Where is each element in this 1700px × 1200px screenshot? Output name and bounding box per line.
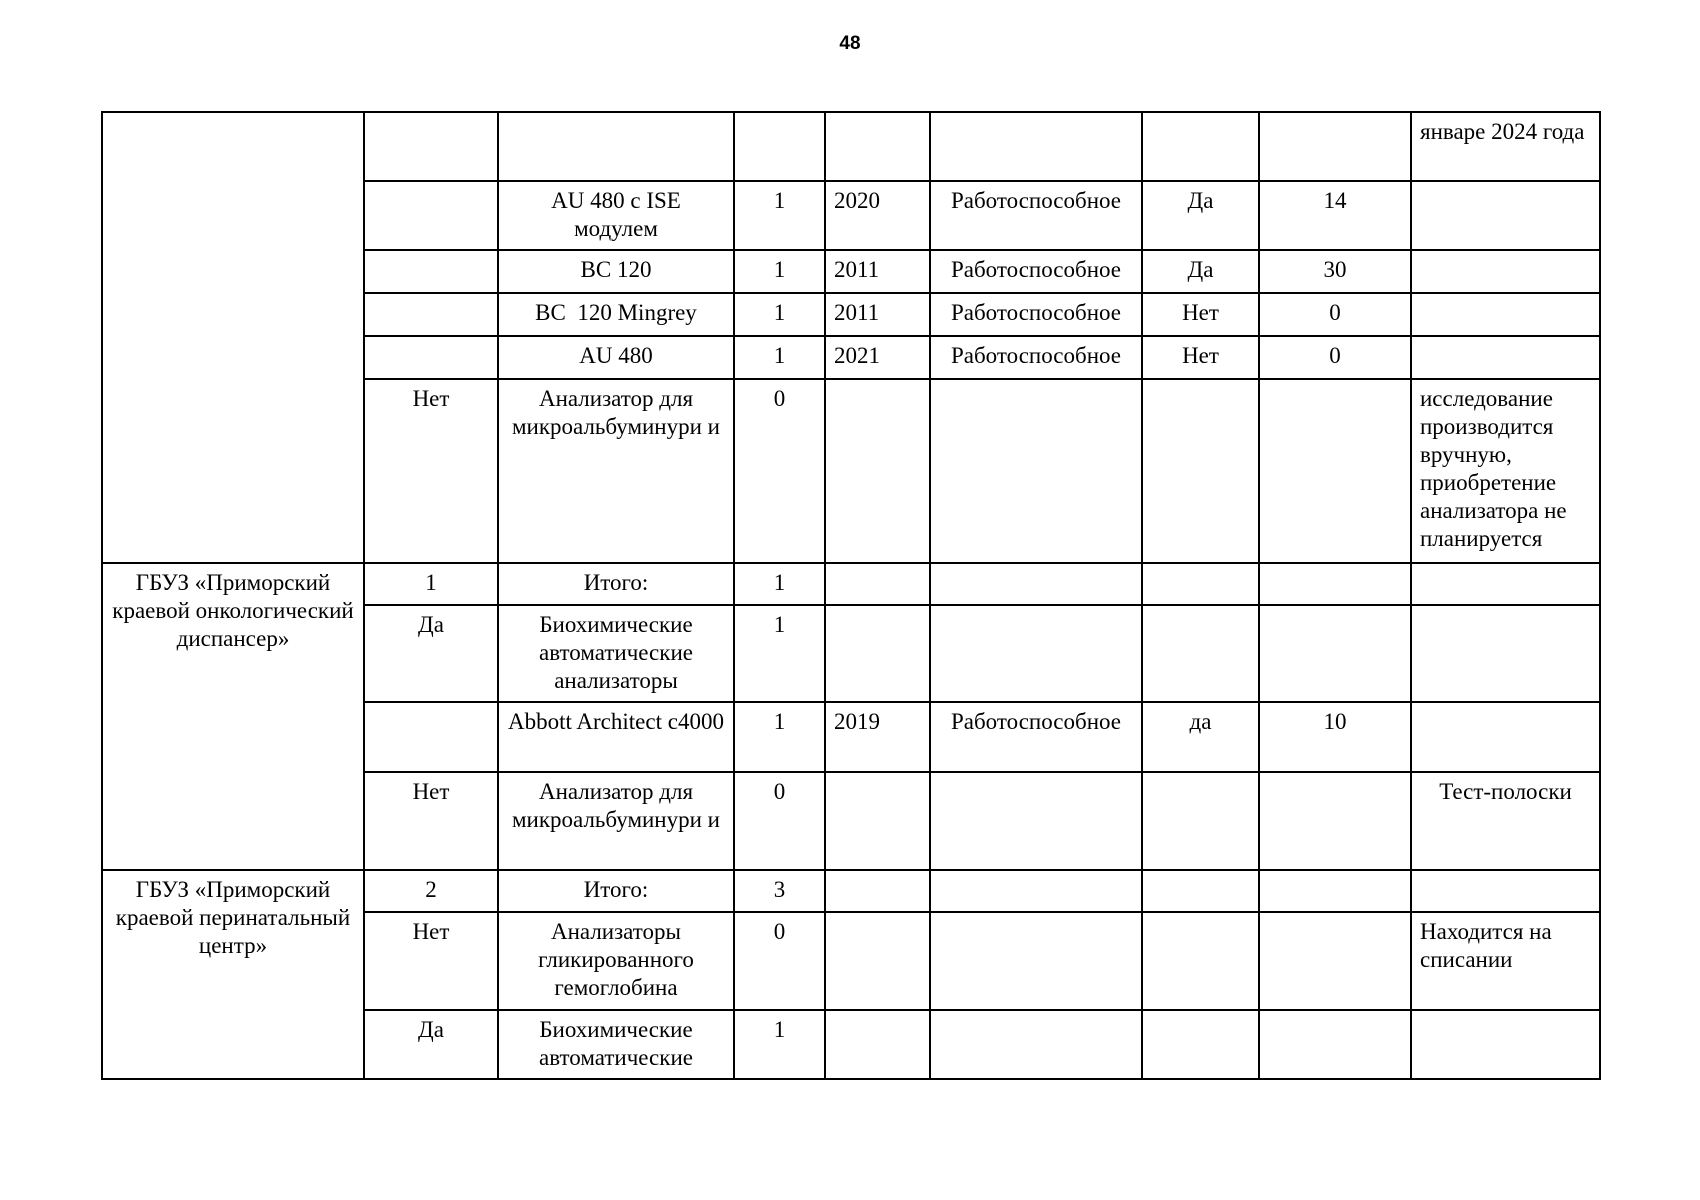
presence-cell <box>364 336 498 379</box>
condition-cell <box>930 772 1142 870</box>
equipment-name-cell: Анализатор для микроальбуминури и <box>498 379 734 563</box>
presence-cell <box>364 250 498 293</box>
organization-cell: ГБУЗ «Приморский краевой онкологический диспансер» <box>102 563 364 870</box>
load-cell: 0 <box>1259 293 1411 336</box>
equipment-name-cell: ВС 120 Mingrey <box>498 293 734 336</box>
in-use-cell: да <box>1142 702 1259 772</box>
note-cell <box>1411 293 1600 336</box>
load-cell: 30 <box>1259 250 1411 293</box>
equipment-name-cell <box>498 112 734 181</box>
in-use-cell <box>1142 870 1259 912</box>
quantity-cell: 1 <box>734 250 825 293</box>
in-use-cell: Да <box>1142 181 1259 250</box>
note-cell <box>1411 605 1600 702</box>
load-cell <box>1259 563 1411 605</box>
note-cell <box>1411 702 1600 772</box>
in-use-cell <box>1142 563 1259 605</box>
year-cell <box>825 605 930 702</box>
year-cell: 2021 <box>825 336 930 379</box>
in-use-cell <box>1142 112 1259 181</box>
year-cell <box>825 112 930 181</box>
year-cell: 2011 <box>825 250 930 293</box>
equipment-name-cell: Abbott Architect с4000 <box>498 702 734 772</box>
equipment-name-cell: Биохимические автоматические <box>498 1010 734 1079</box>
condition-cell <box>930 605 1142 702</box>
quantity-cell: 3 <box>734 870 825 912</box>
quantity-cell: 1 <box>734 1010 825 1079</box>
in-use-cell: Нет <box>1142 293 1259 336</box>
presence-cell: Нет <box>364 772 498 870</box>
equipment-name-cell: Анализаторы гликированного гемоглобина <box>498 912 734 1010</box>
condition-cell <box>930 563 1142 605</box>
load-cell <box>1259 112 1411 181</box>
year-cell <box>825 1010 930 1079</box>
presence-cell <box>364 293 498 336</box>
load-cell <box>1259 379 1411 563</box>
presence-cell <box>364 702 498 772</box>
note-cell <box>1411 870 1600 912</box>
note-cell: январе 2024 года <box>1411 112 1600 181</box>
note-cell: Находится на списании <box>1411 912 1600 1010</box>
quantity-cell: 0 <box>734 379 825 563</box>
condition-cell <box>930 1010 1142 1079</box>
load-cell <box>1259 772 1411 870</box>
year-cell: 2020 <box>825 181 930 250</box>
note-cell <box>1411 181 1600 250</box>
in-use-cell <box>1142 1010 1259 1079</box>
load-cell: 10 <box>1259 702 1411 772</box>
condition-cell <box>930 112 1142 181</box>
load-cell <box>1259 912 1411 1010</box>
equipment-name-cell: Анализатор для микроальбуминури и <box>498 772 734 870</box>
quantity-cell: 1 <box>734 181 825 250</box>
quantity-cell: 1 <box>734 605 825 702</box>
condition-cell <box>930 912 1142 1010</box>
load-cell: 0 <box>1259 336 1411 379</box>
note-cell <box>1411 336 1600 379</box>
presence-cell: 1 <box>364 563 498 605</box>
organization-cell: ГБУЗ «Приморский краевой перинатальный центр» <box>102 870 364 1079</box>
equipment-name-cell: AU 480 <box>498 336 734 379</box>
year-cell <box>825 912 930 1010</box>
in-use-cell <box>1142 912 1259 1010</box>
note-cell: Тест-полоски <box>1411 772 1600 870</box>
presence-cell <box>364 112 498 181</box>
equipment-name-cell: Итого: <box>498 563 734 605</box>
presence-cell: Да <box>364 1010 498 1079</box>
load-cell <box>1259 870 1411 912</box>
condition-cell: Работоспособное <box>930 702 1142 772</box>
quantity-cell <box>734 112 825 181</box>
condition-cell: Работоспособное <box>930 293 1142 336</box>
quantity-cell: 1 <box>734 293 825 336</box>
condition-cell: Работоспособное <box>930 250 1142 293</box>
in-use-cell <box>1142 379 1259 563</box>
year-cell <box>825 772 930 870</box>
in-use-cell: Да <box>1142 250 1259 293</box>
note-cell: исследование производится вручную, приобретение анализатора не планируется <box>1411 379 1600 563</box>
note-cell <box>1411 563 1600 605</box>
note-cell <box>1411 250 1600 293</box>
load-cell <box>1259 1010 1411 1079</box>
in-use-cell <box>1142 772 1259 870</box>
equipment-name-cell: Биохимические автоматические анализаторы <box>498 605 734 702</box>
table-row <box>102 563 1600 605</box>
quantity-cell: 1 <box>734 336 825 379</box>
equipment-name-cell: AU 480 с ISE модулем <box>498 181 734 250</box>
load-cell: 14 <box>1259 181 1411 250</box>
table-row <box>102 870 1600 912</box>
quantity-cell: 1 <box>734 702 825 772</box>
presence-cell: Нет <box>364 379 498 563</box>
equipment-name-cell: ВС 120 <box>498 250 734 293</box>
presence-cell: Нет <box>364 912 498 1010</box>
quantity-cell: 1 <box>734 563 825 605</box>
page-number: 48 <box>839 33 861 54</box>
year-cell <box>825 379 930 563</box>
table-row <box>102 112 1600 181</box>
year-cell <box>825 563 930 605</box>
quantity-cell: 0 <box>734 912 825 1010</box>
presence-cell: Да <box>364 605 498 702</box>
condition-cell <box>930 379 1142 563</box>
note-cell <box>1411 1010 1600 1079</box>
organization-cell <box>102 112 364 563</box>
quantity-cell: 0 <box>734 772 825 870</box>
condition-cell: Работоспособное <box>930 336 1142 379</box>
presence-cell <box>364 181 498 250</box>
year-cell: 2019 <box>825 702 930 772</box>
in-use-cell: Нет <box>1142 336 1259 379</box>
year-cell: 2011 <box>825 293 930 336</box>
condition-cell <box>930 870 1142 912</box>
equipment-name-cell: Итого: <box>498 870 734 912</box>
year-cell <box>825 870 930 912</box>
condition-cell: Работоспособное <box>930 181 1142 250</box>
load-cell <box>1259 605 1411 702</box>
equipment-table <box>101 111 1601 1080</box>
in-use-cell <box>1142 605 1259 702</box>
presence-cell: 2 <box>364 870 498 912</box>
